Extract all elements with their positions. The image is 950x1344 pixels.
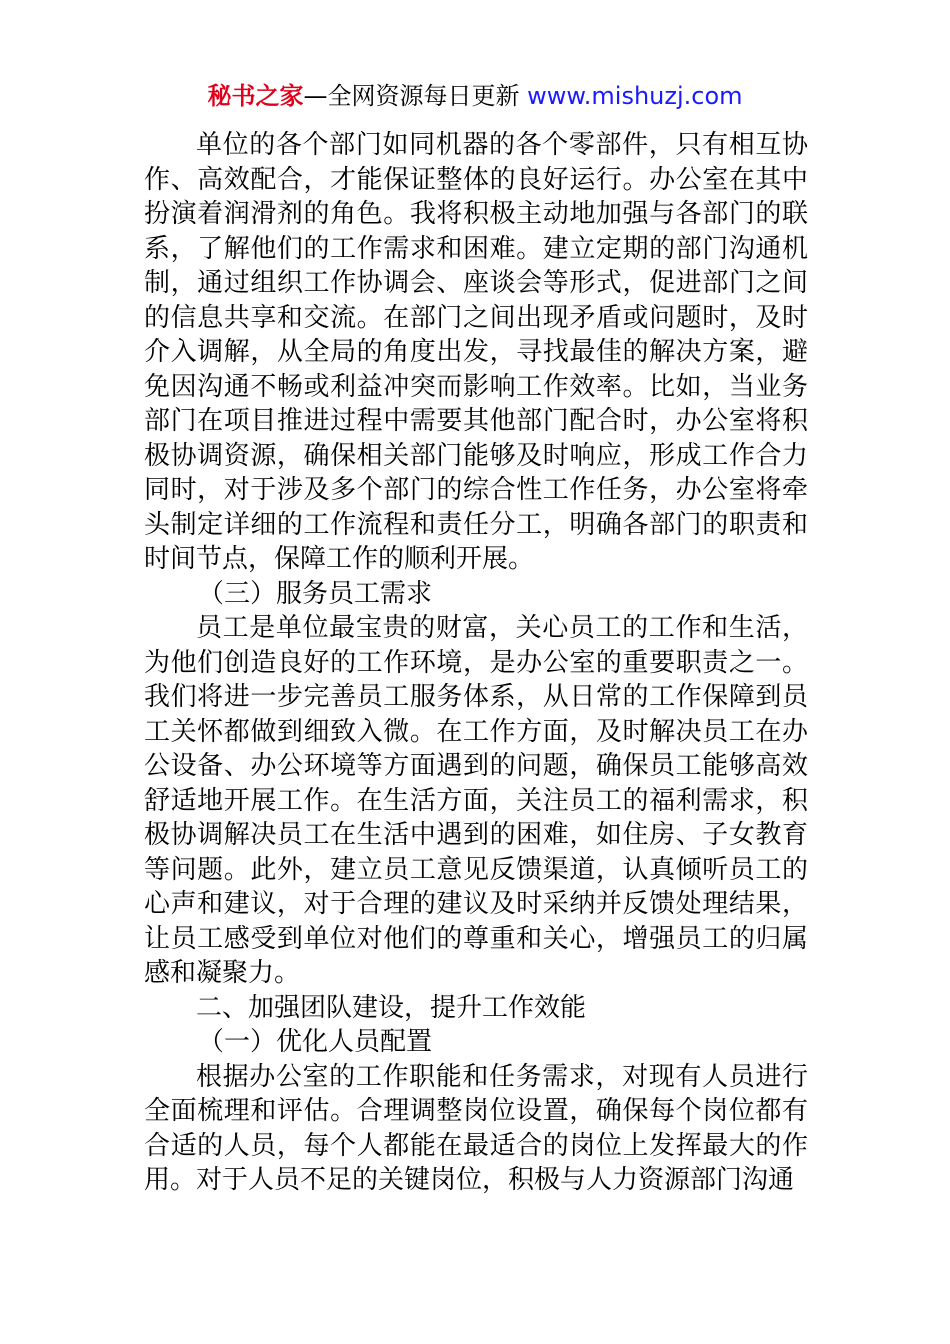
site-header — [0, 80, 950, 112]
site-url-link[interactable]: www.mishuzj.com — [527, 82, 743, 110]
paragraph-employee-needs: 员工是单位最宝贵的财富，关心员工的工作和生活，为他们创造良好的工作环境，是办公室的重要职责之一。我们将进一步完善员工服务体系，从日常的工作保障到员工关怀都做到细致入微。在工作方面，及时解决员工在办公设备、办公环境等方面遇到的问题，确保员工能够高效舒适地开展工作。在生活方面，关注员工的福利需求，积极协调解决员工在生活中遇到的困难，如住房、子女教育等问题。此外，建立员工意见反馈渠道，认真倾听员工的心声和建议，对于合理的建议及时采纳并反馈处理结果，让员工感受到单位对他们的尊重和关心，增强员工的归属感和凝聚力。 — [144, 613, 808, 988]
brand-name: 秘书之家 — [207, 82, 304, 110]
paragraph-department-coordination: 单位的各个部门如同机器的各个零部件，只有相互协作、高效配合，才能保证整体的良好运行。办公室在其中扮演着润滑剂的角色。我将积极主动地加强与各部门的联系，了解他们的工作需求和困难。建立定期的部门沟通机制，通过组织工作协调会、座谈会等形式，促进部门之间的信息共享和交流。在部门之间出现矛盾或问题时，及时介入调解，从全局的角度出发，寻找最佳的解决方案，避免因沟通不畅或利益冲突而影响工作效率。比如，当业务部门在项目推进过程中需要其他部门配合时，办公室将积极协调资源，确保相关部门能够及时响应，形成工作合力同时，对于涉及多个部门的综合性工作任务，办公室将牵头制定详细的工作流程和责任分工，明确各部门的职责和时间节点，保障工作的顺利开展。 — [144, 130, 808, 574]
section-heading-team-building: 二、加强团队建设，提升工作效能 — [196, 992, 587, 1023]
section-heading-serve-employees: （三）服务员工需求 — [198, 578, 433, 609]
document-body — [144, 128, 808, 1198]
header-tagline: —全网资源每日更新 — [303, 82, 520, 110]
paragraph-staffing: 根据办公室的工作职能和任务需求，对现有人员进行全面梳理和评估。合理调整岗位设置，确保每个岗位都有合适的人员，每个人都能在最适合的岗位上发挥最大的作用。对于人员不足的关键岗位，积极与人力资源部门沟通 — [144, 1061, 808, 1195]
section-heading-optimize-staffing: （一）优化人员配置 — [198, 1027, 433, 1057]
